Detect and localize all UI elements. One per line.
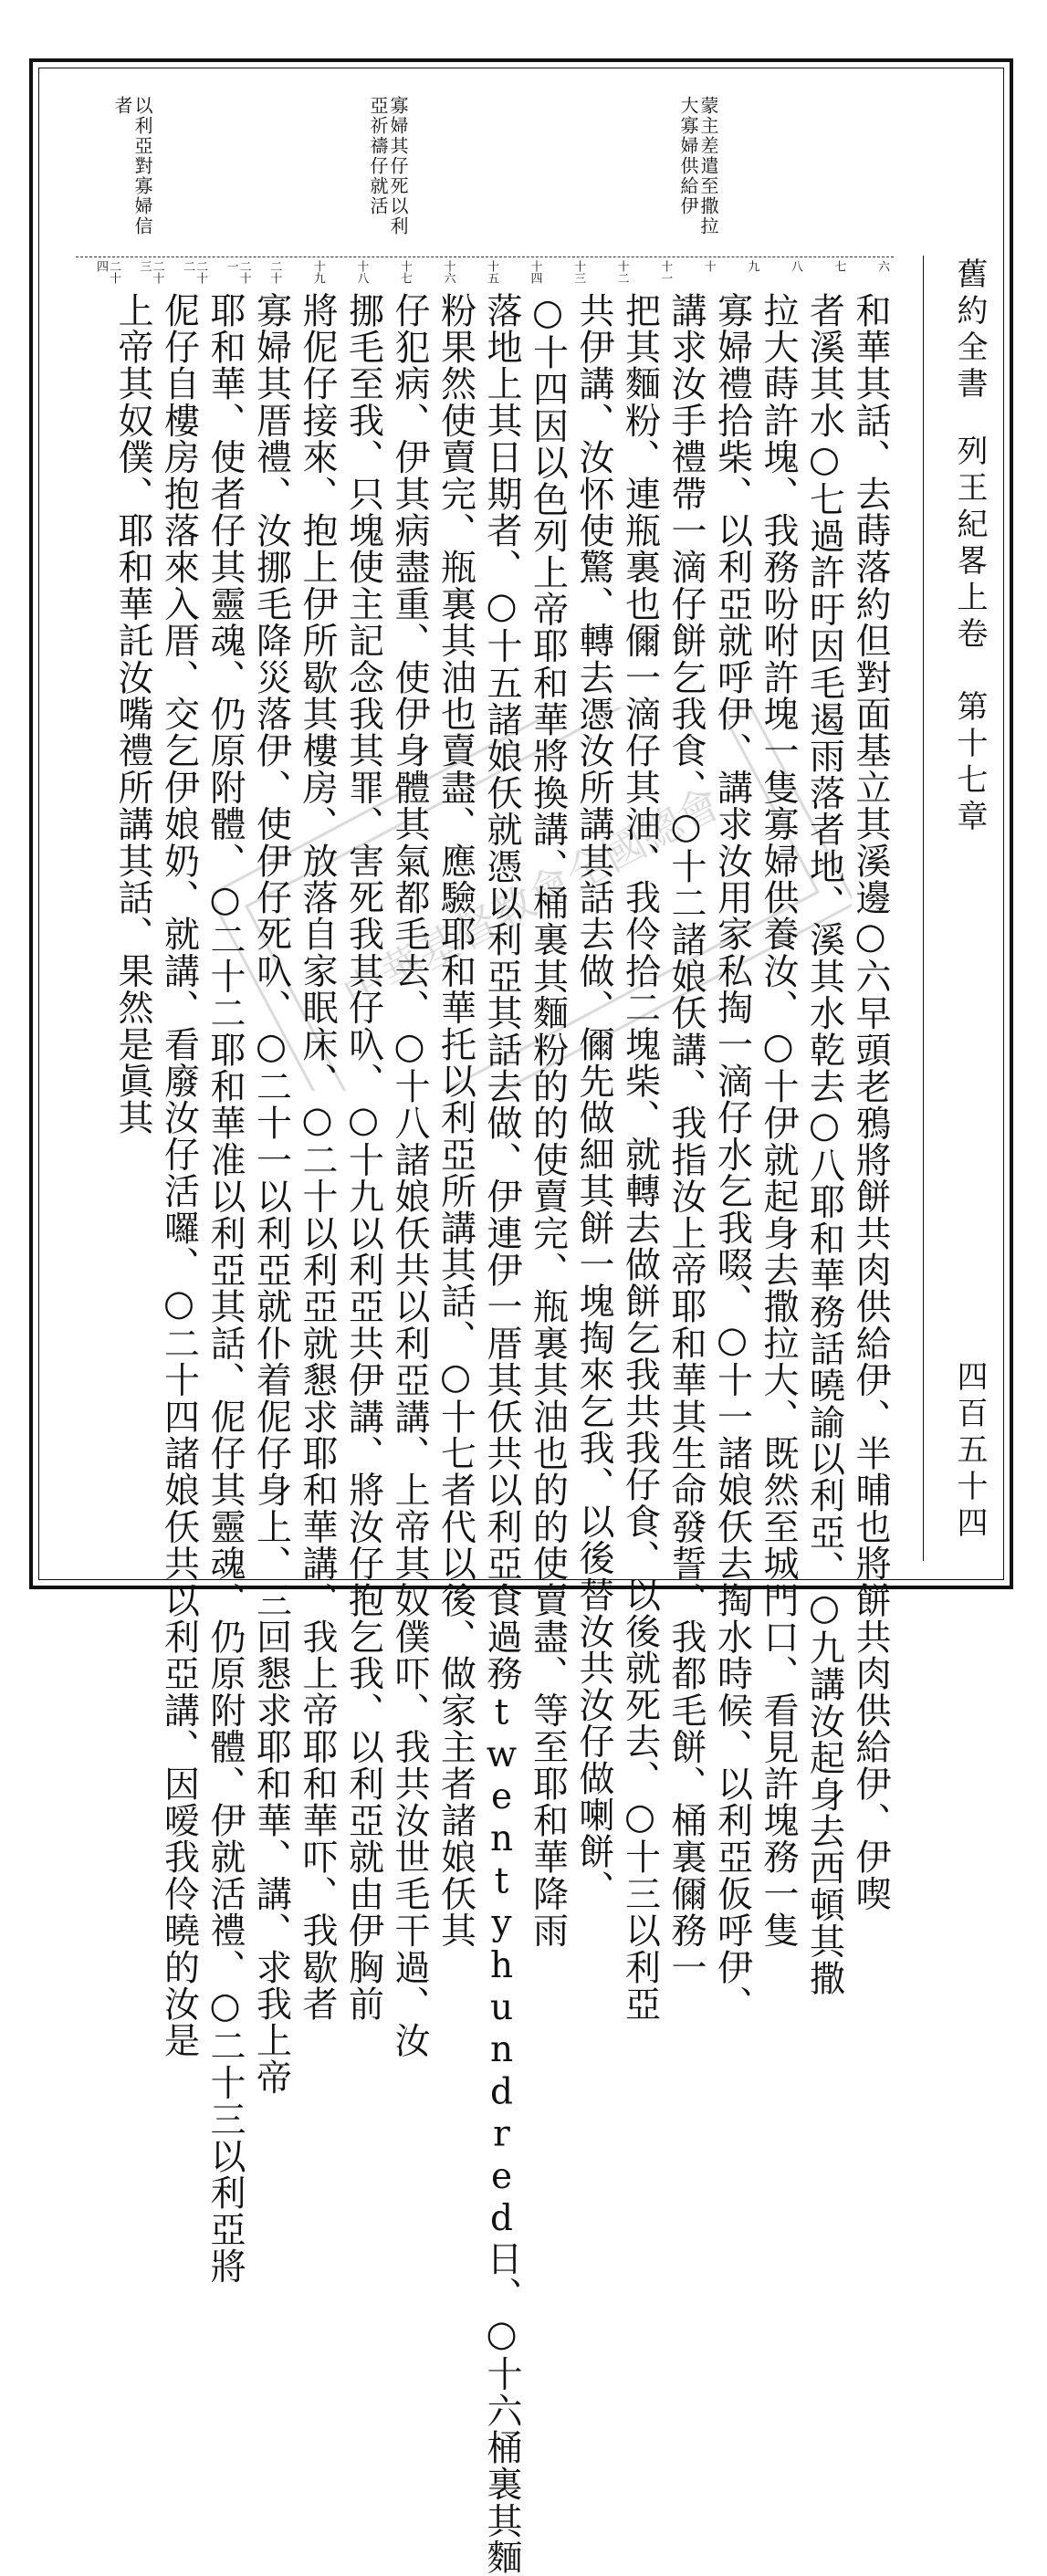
text-column: 將伲仔接來、抱上伊所歇其樓房、放落自家眠床、○二十以利亞就懇求耶和華講、我上帝耶和華吓、我歇者 — [297, 292, 338, 2023]
chapter-title: 列王紀畧上卷 第十七章 — [951, 435, 988, 836]
verse-number: 二十 — [267, 260, 282, 284]
text-column: 上帝其奴僕、耶和華託汝嘴禮所講其話、果然是眞其 — [112, 292, 153, 1136]
verse-number: 十九 — [310, 260, 325, 284]
text-column: 共伊講、汝怀使驚、轉去憑汝所講其話去做、儞先做細其餅一塊掏來乞我、以後替汝共汝仔做喇餅、 — [573, 292, 614, 1907]
text-column: 把其麵粉、連瓶裏也儞一滴仔其油、我伶拾二塊柴、就轉去做餅乞我共我仔食、以後就死去、○十三以利亞 — [619, 292, 661, 2023]
verse-number-strip — [76, 260, 894, 288]
verse-number: 十八 — [354, 260, 369, 284]
text-column: 挪毛至我、只塊使主記念我其罪、害死我其仔叺、○十九以利亞共伊講、將汝仔抱乞我、以利亞就由伊胸前 — [342, 292, 384, 2023]
verse-number: 十三 — [571, 260, 586, 284]
margin-note-3: 以利亞對寡婦信者 — [111, 96, 153, 236]
running-header — [923, 256, 1015, 1561]
verse-number: 八 — [788, 260, 802, 272]
verse-number: 十七 — [397, 260, 412, 284]
verse-number: 二十三 — [137, 260, 164, 284]
text-column: 落地上其日期者、○十五諸娘仸就憑以利亞其話去做、伊連伊一厝其仸共以利亞食過務twentyhundred日、○十六桶裏其麵 — [481, 292, 522, 2576]
body-text — [80, 292, 894, 2576]
verse-number: 十一 — [658, 260, 673, 284]
verse-number: 十二 — [614, 260, 629, 284]
text-column: 寡婦其厝禮、汝挪毛降災落伊、使伊仔死叺、○二十一以利亞就仆着伲仔身上、三回懇求耶和華、講、求我上帝 — [250, 292, 292, 2096]
text-column: 者溪其水○七過許旴因毛遏雨落者地、溪其水乾去○八耶和華務話曉諭以利亞、○九講汝起身去西頓其撒 — [803, 292, 845, 1997]
verse-number: 六 — [875, 260, 889, 272]
book-title: 舊約全書 — [951, 257, 988, 403]
margin-note-1: 蒙主差遣至撒拉大寡婦供給伊 — [677, 96, 719, 236]
text-column: 和華其話、去蒔落約但對面基立其溪邊○六早頭老鴉將餅共肉供給伊、半晡也將餅共肉供給伊、伊喫 — [850, 292, 891, 1912]
text-column: 粉果然使賣完、瓶裏其油也賣盡、應驗耶和華托以利亞所講其話、○十七者代以後、做家主者諸娘仸其 — [435, 292, 476, 1949]
verse-number: 十 — [701, 260, 716, 272]
text-column: 拉大蒔許塊、我務吩咐許塊一隻寡婦供養汝、○十伊就起身去撒拉大、既然至城門口、看見許塊務一隻 — [758, 292, 799, 1949]
verse-number: 七 — [832, 260, 846, 272]
verse-number: 十六 — [441, 260, 455, 284]
verse-number: 十四 — [528, 260, 542, 284]
text-column: ○十四因以色列上帝耶和華將換講、桶裏其麵粉的的使賣完、瓶裏其油也的的使賣盡、等至耶和華降雨 — [527, 292, 569, 1949]
watermark-text: 中華基督教會全國總會 — [334, 778, 729, 1019]
verse-number: 十五 — [485, 260, 498, 284]
running-title — [942, 257, 997, 836]
margin-notes-band — [76, 87, 894, 257]
text-column: 伲仔自樓房抱落來入厝、交乞伊娘奶、就講、看廢汝仔活囉、○二十四諸娘仸共以利亞講、因嗳我伶曉的汝是 — [158, 292, 200, 2059]
page-frame-inner — [38, 68, 1004, 2576]
verse-number: 二十四 — [94, 260, 120, 284]
margin-note-2: 寡婦其仔死以利亞祈禱仔就活 — [367, 96, 409, 236]
text-column: 講求汝手禮帶一滴仔餅乞我食、○十二諸娘仸講、我指汝上帝耶和華其生命發誓、我都毛餅、桶裏儞務一 — [665, 292, 707, 1986]
verse-number: 二十二 — [181, 260, 208, 284]
text-column: 仔犯病、伊其病盡重、使伊身體其氣都毛去、○十八諸娘仸共以利亞講、上帝其奴僕吓、我共汝世毛干過、汝 — [389, 292, 430, 2059]
verse-number: 二十一 — [224, 260, 251, 284]
page-frame — [29, 58, 1013, 2576]
text-column: 寡婦禮拾柴、以利亞就呼伊、講求汝用家私掏一滴仔水乞我啜、○十一諸娘仸去掏水時候、以利亞仮呼伊、 — [711, 292, 753, 2023]
verse-number: 九 — [745, 260, 759, 272]
text-column: 耶和華、使者仔其靈魂、仍原附體、○二十二耶和華准以利亞其話、伲仔其靈魂、仍原附體、伊就活禮、○二十三以利亞將 — [204, 292, 246, 2285]
page-number: 四百五十四 — [951, 1360, 988, 1543]
